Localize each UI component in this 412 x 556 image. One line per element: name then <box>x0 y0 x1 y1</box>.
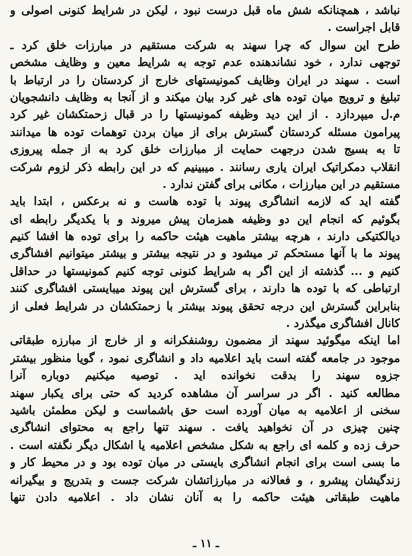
text-line: است . سهند در ایران وظایف کمونیستهای خارج از کردستان را در ارتباط با <box>10 72 400 87</box>
text-line: بگوئیم که انجام این دو وظیفه همزمان پیش میروند و با یکدیگر رابطه ای <box>10 211 400 226</box>
paragraph <box>10 332 400 506</box>
paragraph <box>10 2 400 37</box>
text-line: توجهی ندارد ، خود نشاندهنده عدم توجه به شرایط معین و وظایف مشخص <box>10 55 400 70</box>
text-line: کانال افشاگری میگذرد . <box>286 316 400 331</box>
text-line: م.ل میپردازد . از این دید وظیفه کمونیستها را در قبال زحمتکشان غیر کرد <box>10 107 400 122</box>
text-line: ارتباطی که با توده ها دارند ، برای گسترش این پیوند میبایستی افشاگری کنند <box>10 281 400 296</box>
text-line: پیوند ما با آنها مستحکم تر میشود و در نتیجه بیشتر و بیشتر میتوانیم افشاگری <box>10 246 400 261</box>
paragraph <box>10 37 400 194</box>
text-line: زندگیشان پیشرو ، و فعالانه در مبارزاتشان شرکت جست و بتدریج و بیگیرانه <box>10 472 400 487</box>
text-line: تبلیغ و ترویج میان توده های غیر کرد بیان میکند و از آنجا به وظایف دانشجویان <box>10 89 400 104</box>
text-line: پیرامون مسئله کردستان گسترش برای از میان بردن توهمات توده ها میدانند <box>10 124 400 139</box>
text-line: موجود در جامعه گفته است باید اعلامیه داد و انشاگری نمود ، گویا منظور بیشتر <box>10 350 400 365</box>
body-text <box>10 2 400 506</box>
text-line: کنیم و ... گذشته از این اگر به شرایط کنونی توجه کنیم کمونیستها در حداقل <box>10 263 400 278</box>
text-line: حرف زده و کلمه ای راجع به شکل مشخص اعلامیه یا اشکال دیگر نگفته است . <box>10 437 400 452</box>
text-line: دیالکتیکی دارند ، هرچه بیشتر ماهیت هیئت حاکمه را برای توده ها افشا کنیم <box>10 229 400 244</box>
text-line: اما اینکه میگوئید سهند از مضمون روشنفکرانه و از خارج از مبارزه طبقاتی <box>10 333 400 348</box>
text-line: سخنی از اعلامیه به میان آورده است حق باشماست و لیکن مطمئن باشید <box>10 402 400 417</box>
text-line: ماهیت طبقاتی هیئت حاکمه را به آنان نشان داد . اعلامیه دادن تنها <box>10 489 400 504</box>
text-line: انقلاب دمکراتیک ایران یاری رسانند . میبینیم که در این رابطه ذکر لزوم شرکت <box>10 159 400 174</box>
page-number: ـ ۱۱ ـ <box>193 537 219 550</box>
text-line: مستقیم در این مبارزات ، مکانی برای گفتن ندارد . <box>162 176 400 191</box>
text-line: بنابراین گسترش این درجه تحقق پیوند بیشتر با زحمتکشان در شرایط فعلی از <box>10 298 400 313</box>
text-line: ما بسی است برای انجام انشاگری بایستی در میان توده بود و در محیط کار و <box>10 455 400 470</box>
text-line: طرح این سوال که چرا سهند به شرکت مستقیم در مبارزات خلق کرد ـ <box>10 37 400 52</box>
text-line: جزوه سهند را بدقت نخوانده اید . توصیه میکنیم دوباره آنرا <box>10 368 400 383</box>
text-line: تا به بسیج شدن درجهت حمایت از مبارزات خلق کرد به از جمله پیروزی <box>10 142 400 157</box>
text-line: گفته اید که لازمه انشاگری پیوند با توده هاست و نه برعکس ، ابتدا باید <box>10 194 400 209</box>
paragraph <box>10 193 400 332</box>
text-line: چنین چیزی در آن نخواهید یافت . سهند تنها راجع به محتوای انشاگری <box>10 420 400 435</box>
text-line: قابل اجراست . <box>327 20 400 35</box>
text-line: نباشد ، همچنانکه شش ماه قبل درست نبود ، لیکن در شرایط کنونی اصولی و <box>10 3 400 17</box>
text-line: مطالعه کنید . اگر در سراسر آن مشاهده کردید که حتی برای یکبار سهند <box>10 385 400 400</box>
